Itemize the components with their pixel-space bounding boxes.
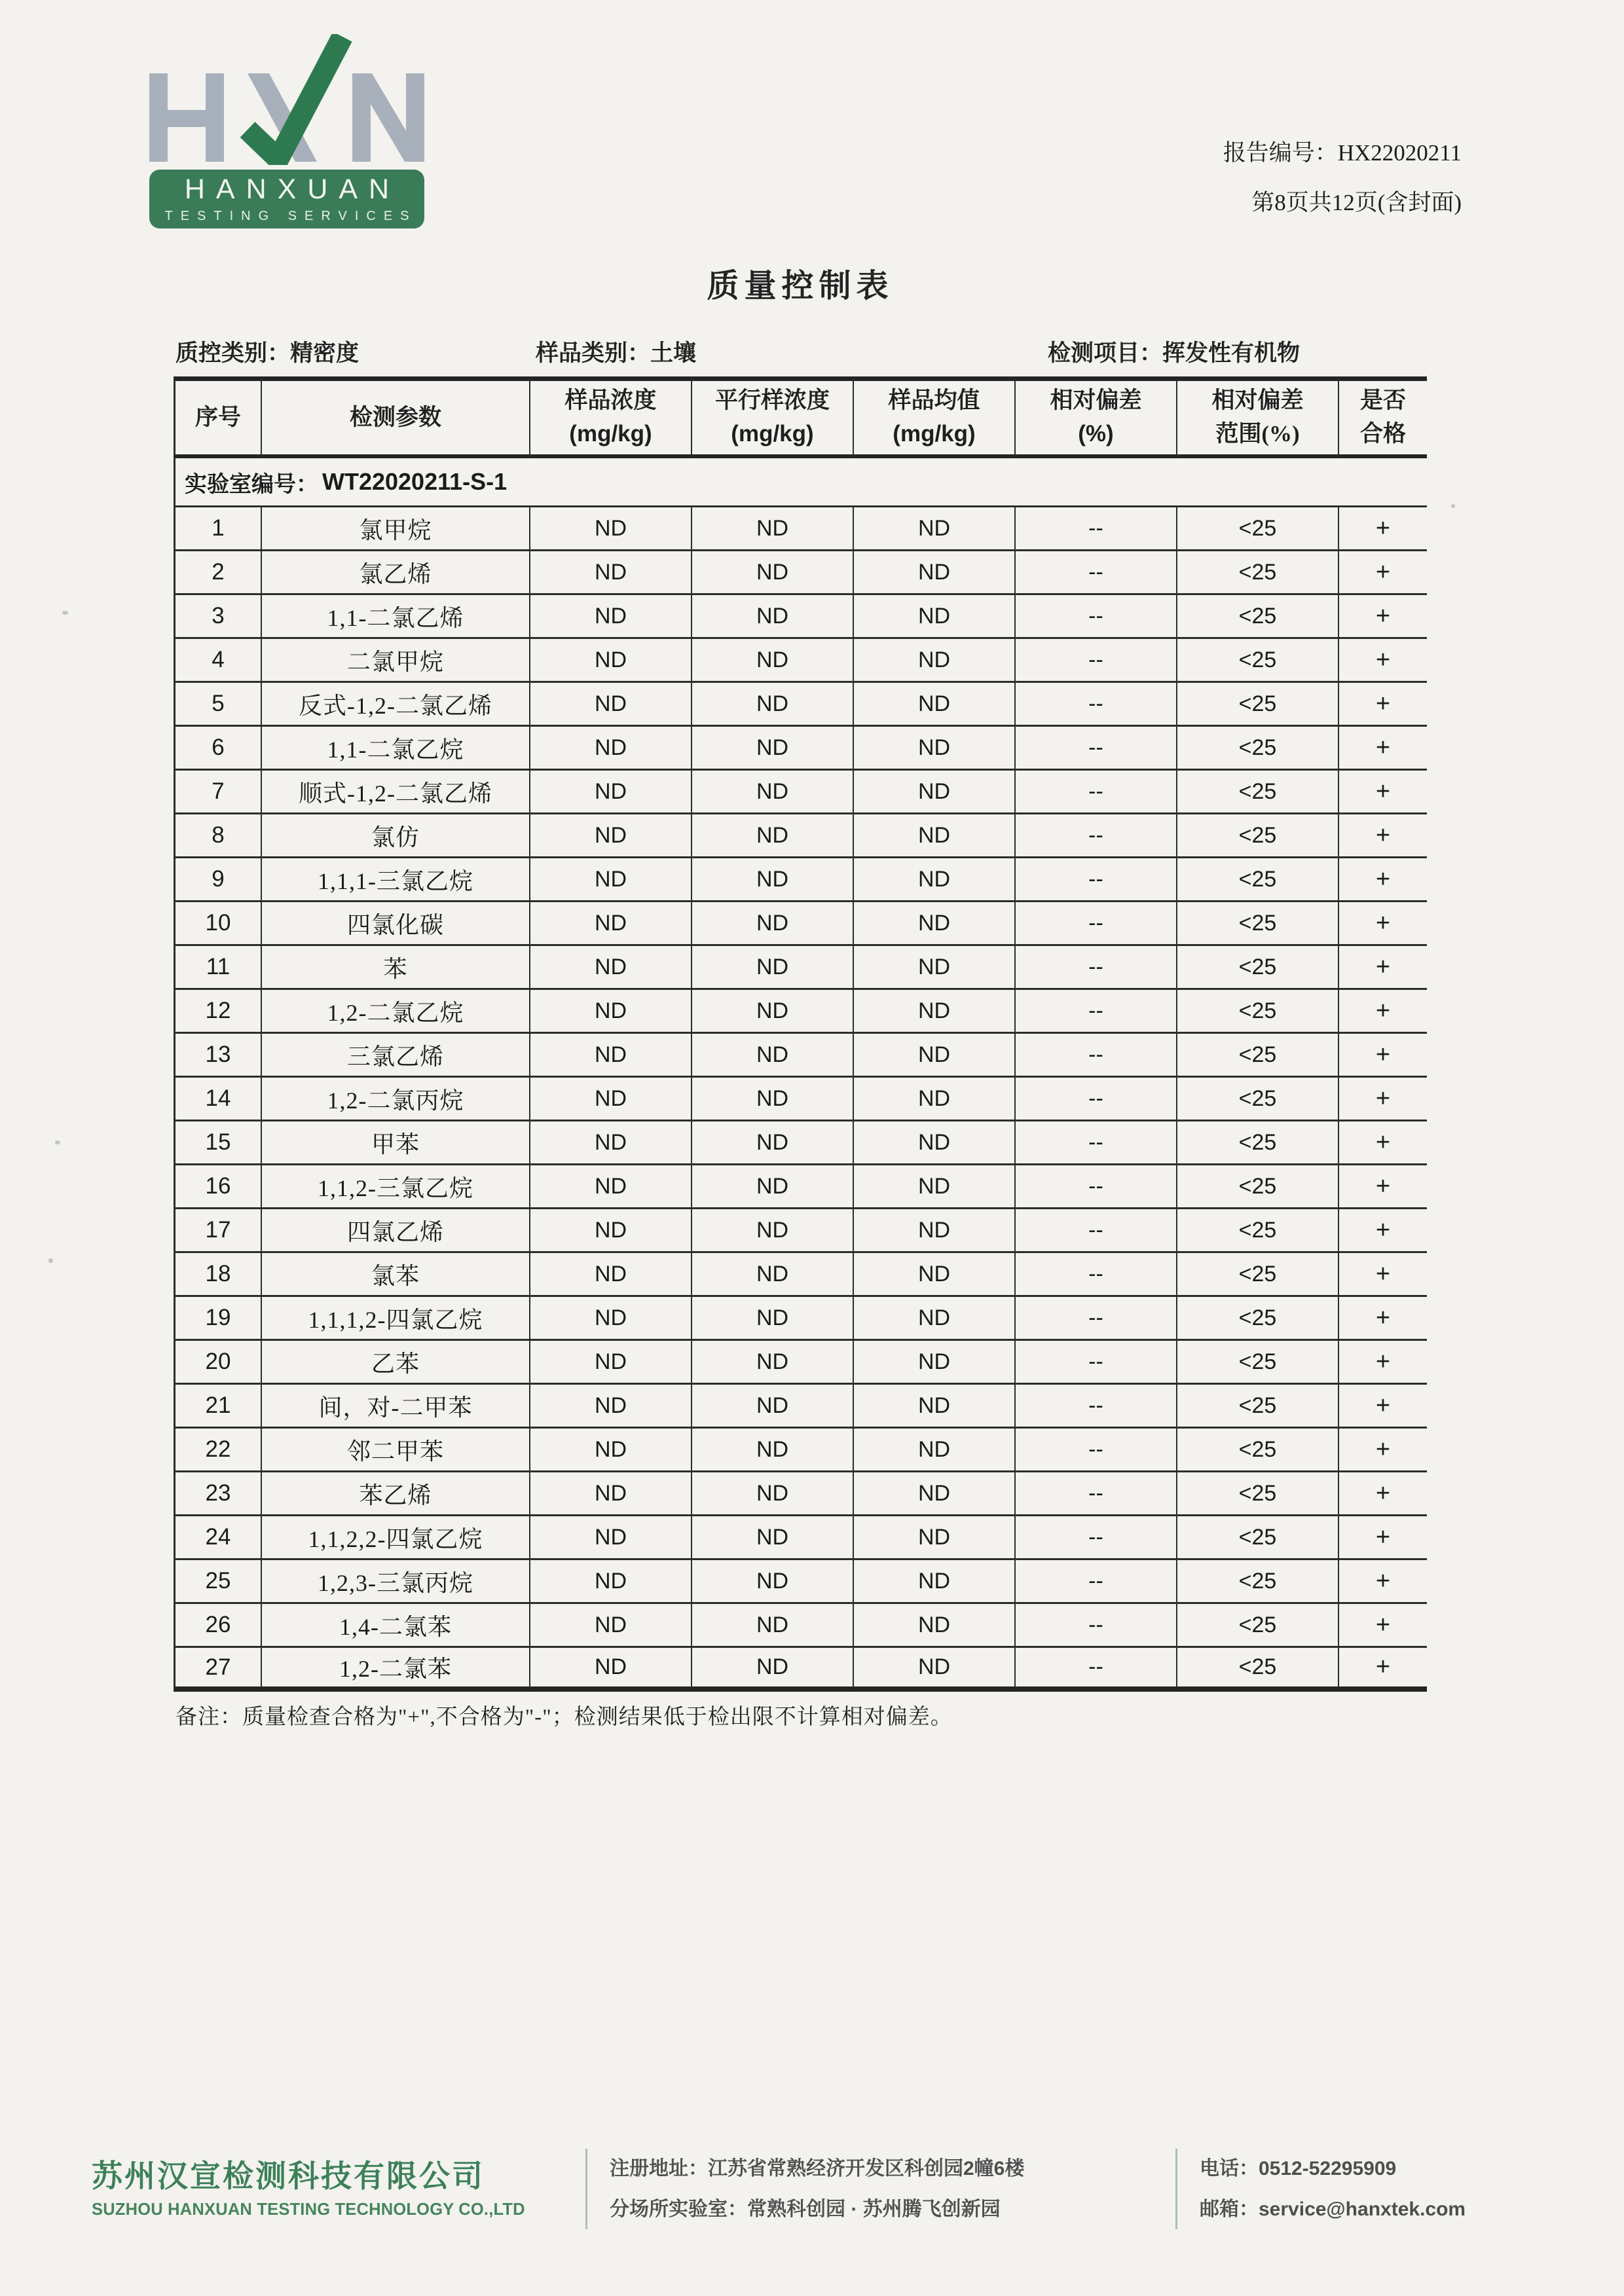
sample-mean: ND (854, 1560, 1016, 1604)
relative-deviation-range: <25 (1177, 814, 1339, 858)
row-index: 9 (174, 858, 262, 902)
row-index: 2 (174, 551, 262, 595)
sample-mean: ND (854, 814, 1016, 858)
relative-deviation: -- (1016, 902, 1177, 946)
sample-mean: ND (854, 1516, 1016, 1560)
sample-concentration: ND (530, 1429, 692, 1472)
relative-deviation: -- (1016, 727, 1177, 771)
sample-concentration: ND (530, 1385, 692, 1429)
col-header-pass: 是否 合格 (1339, 376, 1427, 458)
relative-deviation-range: <25 (1177, 1560, 1339, 1604)
pass-flag: + (1339, 1385, 1427, 1429)
footer-divider (1175, 2149, 1177, 2229)
relative-deviation-range: <25 (1177, 946, 1339, 990)
sample-mean: ND (854, 1209, 1016, 1253)
parallel-concentration: ND (692, 1516, 854, 1560)
pass-flag: + (1339, 1209, 1427, 1253)
relative-deviation: -- (1016, 771, 1177, 814)
relative-deviation-range: <25 (1177, 639, 1339, 683)
sample-mean: ND (854, 595, 1016, 639)
sample-concentration: ND (530, 1165, 692, 1209)
param-name: 1,1,2-三氯乙烷 (262, 1165, 530, 1209)
sample-mean: ND (854, 1078, 1016, 1121)
col-header-param: 检测参数 (262, 376, 530, 458)
row-index: 19 (174, 1297, 262, 1341)
pass-flag: + (1339, 1121, 1427, 1165)
relative-deviation-range: <25 (1177, 551, 1339, 595)
relative-deviation: -- (1016, 1034, 1177, 1078)
parallel-concentration: ND (692, 551, 854, 595)
pass-flag: + (1339, 1034, 1427, 1078)
sample-concentration: ND (530, 551, 692, 595)
sample-mean: ND (854, 1121, 1016, 1165)
relative-deviation: -- (1016, 683, 1177, 727)
param-name: 1,1,1-三氯乙烷 (262, 858, 530, 902)
row-index: 16 (174, 1165, 262, 1209)
param-name: 苯乙烯 (262, 1472, 530, 1516)
sample-concentration: ND (530, 902, 692, 946)
sample-mean: ND (854, 1297, 1016, 1341)
relative-deviation-range: <25 (1177, 1253, 1339, 1297)
scan-speck (62, 611, 68, 615)
pass-flag: + (1339, 990, 1427, 1034)
sample-concentration: ND (530, 1034, 692, 1078)
parallel-concentration: ND (692, 902, 854, 946)
pass-flag: + (1339, 814, 1427, 858)
parallel-concentration: ND (692, 1034, 854, 1078)
footer (92, 2149, 1581, 2229)
sample-mean: ND (854, 1604, 1016, 1648)
row-index: 17 (174, 1209, 262, 1253)
pass-flag: + (1339, 858, 1427, 902)
param-name: 氯乙烯 (262, 551, 530, 595)
sample-concentration: ND (530, 595, 692, 639)
relative-deviation-range: <25 (1177, 1604, 1339, 1648)
pass-flag: + (1339, 639, 1427, 683)
relative-deviation: -- (1016, 1078, 1177, 1121)
parallel-concentration: ND (692, 990, 854, 1034)
relative-deviation-range: <25 (1177, 1385, 1339, 1429)
relative-deviation-range: <25 (1177, 771, 1339, 814)
param-name: 二氯甲烷 (262, 639, 530, 683)
pass-flag: + (1339, 507, 1427, 551)
pass-flag: + (1339, 1297, 1427, 1341)
sample-concentration: ND (530, 1253, 692, 1297)
row-index: 5 (174, 683, 262, 727)
qc-table (174, 376, 1427, 1692)
parallel-concentration: ND (692, 946, 854, 990)
row-index: 4 (174, 639, 262, 683)
sample-category: 样品类别：土壤 (536, 340, 697, 366)
relative-deviation-range: <25 (1177, 1516, 1339, 1560)
sample-mean: ND (854, 639, 1016, 683)
sample-mean: ND (854, 1341, 1016, 1385)
pass-flag: + (1339, 1604, 1427, 1648)
relative-deviation: -- (1016, 1516, 1177, 1560)
relative-deviation: -- (1016, 1560, 1177, 1604)
relative-deviation: -- (1016, 1604, 1177, 1648)
hxn-logo-icon (149, 34, 424, 165)
param-name: 1,2-二氯乙烷 (262, 990, 530, 1034)
relative-deviation: -- (1016, 1472, 1177, 1516)
param-name: 1,1,1,2-四氯乙烷 (262, 1297, 530, 1341)
row-index: 8 (174, 814, 262, 858)
sample-concentration: ND (530, 771, 692, 814)
param-name: 邻二甲苯 (262, 1429, 530, 1472)
relative-deviation-range: <25 (1177, 1472, 1339, 1516)
param-name: 1,1,2,2-四氯乙烷 (262, 1516, 530, 1560)
logo-banner-name: HANXUAN (184, 173, 401, 205)
parallel-concentration: ND (692, 1253, 854, 1297)
sample-concentration: ND (530, 1648, 692, 1692)
sample-concentration: ND (530, 946, 692, 990)
parallel-concentration: ND (692, 1648, 854, 1692)
relative-deviation: -- (1016, 1648, 1177, 1692)
sample-mean: ND (854, 1253, 1016, 1297)
pass-flag: + (1339, 1472, 1427, 1516)
col-header-parallel-conc: 平行样浓度 (mg/kg) (692, 376, 854, 458)
test-item: 检测项目：挥发性有机物 (1048, 340, 1301, 366)
parallel-concentration: ND (692, 595, 854, 639)
sample-concentration: ND (530, 1341, 692, 1385)
sample-concentration: ND (530, 639, 692, 683)
parallel-concentration: ND (692, 1078, 854, 1121)
sample-mean: ND (854, 771, 1016, 814)
sample-mean: ND (854, 1385, 1016, 1429)
sample-concentration: ND (530, 1516, 692, 1560)
pass-flag: + (1339, 1078, 1427, 1121)
relative-deviation: -- (1016, 1253, 1177, 1297)
footer-contact-block (1200, 2149, 1466, 2229)
relative-deviation-range: <25 (1177, 902, 1339, 946)
relative-deviation: -- (1016, 1209, 1177, 1253)
row-index: 1 (174, 507, 262, 551)
scan-speck (1451, 504, 1455, 508)
pass-flag: + (1339, 1560, 1427, 1604)
param-name: 反式-1,2-二氯乙烯 (262, 683, 530, 727)
pass-flag: + (1339, 1165, 1427, 1209)
pass-flag: + (1339, 771, 1427, 814)
param-name: 氯甲烷 (262, 507, 530, 551)
row-index: 12 (174, 990, 262, 1034)
sample-mean: ND (854, 990, 1016, 1034)
relative-deviation: -- (1016, 595, 1177, 639)
hanxuan-logo (149, 34, 424, 228)
sample-mean: ND (854, 507, 1016, 551)
relative-deviation-range: <25 (1177, 1034, 1339, 1078)
param-name: 四氯化碳 (262, 902, 530, 946)
sample-mean: ND (854, 1034, 1016, 1078)
relative-deviation-range: <25 (1177, 595, 1339, 639)
email: 邮箱：service@hanxtek.com (1200, 2198, 1466, 2220)
parallel-concentration: ND (692, 858, 854, 902)
footer-company (92, 2159, 563, 2219)
relative-deviation: -- (1016, 1429, 1177, 1472)
relative-deviation: -- (1016, 1165, 1177, 1209)
scan-speck (55, 1140, 60, 1144)
parallel-concentration: ND (692, 1560, 854, 1604)
relative-deviation: -- (1016, 507, 1177, 551)
parallel-concentration: ND (692, 1385, 854, 1429)
pass-flag: + (1339, 1341, 1427, 1385)
param-name: 1,2-二氯丙烷 (262, 1078, 530, 1121)
parallel-concentration: ND (692, 507, 854, 551)
parallel-concentration: ND (692, 1429, 854, 1472)
relative-deviation-range: <25 (1177, 1121, 1339, 1165)
sample-concentration: ND (530, 1297, 692, 1341)
page-title: 质量控制表 (707, 268, 894, 304)
pass-flag: + (1339, 551, 1427, 595)
row-index: 26 (174, 1604, 262, 1648)
sample-concentration: ND (530, 1604, 692, 1648)
branch-lab: 分场所实验室：常熟科创园 · 苏州腾飞创新园 (610, 2198, 1001, 2220)
relative-deviation-range: <25 (1177, 683, 1339, 727)
relative-deviation-range: <25 (1177, 1209, 1339, 1253)
param-name: 1,1-二氯乙烷 (262, 727, 530, 771)
company-name-zh: 苏州汉宣检测科技有限公司 (92, 2158, 485, 2193)
footnote: 备注：质量检查合格为"+",不合格为"-"；检测结果低于检出限不计算相对偏差。 (175, 1705, 953, 1729)
page-indicator: 第8页共12页(含封面) (1251, 190, 1462, 215)
report-number: 报告编号：HX22020211 (1223, 140, 1462, 166)
row-index: 20 (174, 1341, 262, 1385)
row-index: 14 (174, 1078, 262, 1121)
param-name: 1,2-二氯苯 (262, 1648, 530, 1692)
sample-mean: ND (854, 1648, 1016, 1692)
parallel-concentration: ND (692, 683, 854, 727)
row-index: 7 (174, 771, 262, 814)
relative-deviation: -- (1016, 946, 1177, 990)
relative-deviation: -- (1016, 1297, 1177, 1341)
parallel-concentration: ND (692, 1209, 854, 1253)
logo-banner (149, 170, 424, 228)
row-index: 27 (174, 1648, 262, 1692)
sample-mean: ND (854, 1165, 1016, 1209)
row-index: 3 (174, 595, 262, 639)
sample-mean: ND (854, 1429, 1016, 1472)
relative-deviation: -- (1016, 1341, 1177, 1385)
param-name: 1,4-二氯苯 (262, 1604, 530, 1648)
sample-mean: ND (854, 902, 1016, 946)
param-name: 氯苯 (262, 1253, 530, 1297)
col-header-no: 序号 (174, 376, 262, 458)
pass-flag: + (1339, 902, 1427, 946)
pass-flag: + (1339, 1253, 1427, 1297)
row-index: 24 (174, 1516, 262, 1560)
relative-deviation-range: <25 (1177, 507, 1339, 551)
param-name: 氯仿 (262, 814, 530, 858)
relative-deviation: -- (1016, 1121, 1177, 1165)
param-name: 顺式-1,2-二氯乙烯 (262, 771, 530, 814)
pass-flag: + (1339, 1429, 1427, 1472)
row-index: 6 (174, 727, 262, 771)
parallel-concentration: ND (692, 727, 854, 771)
registered-address: 注册地址：江苏省常熟经济开发区科创园2幢6楼 (610, 2158, 1025, 2179)
sample-mean: ND (854, 683, 1016, 727)
row-index: 10 (174, 902, 262, 946)
pass-flag: + (1339, 595, 1427, 639)
relative-deviation: -- (1016, 551, 1177, 595)
sample-concentration: ND (530, 990, 692, 1034)
parallel-concentration: ND (692, 1472, 854, 1516)
lab-number-value: WT22020211-S-1 (322, 468, 507, 495)
relative-deviation: -- (1016, 639, 1177, 683)
scan-speck (48, 1258, 53, 1263)
qc-category: 质控类别：精密度 (175, 340, 360, 366)
parallel-concentration: ND (692, 1604, 854, 1648)
phone: 电话：0512-52295909 (1200, 2158, 1397, 2179)
param-name: 1,2,3-三氯丙烷 (262, 1560, 530, 1604)
col-header-sample-conc: 样品浓度 (mg/kg) (530, 376, 692, 458)
relative-deviation-range: <25 (1177, 1297, 1339, 1341)
pass-flag: + (1339, 946, 1427, 990)
pass-flag: + (1339, 1648, 1427, 1692)
footer-address-block (610, 2149, 1153, 2229)
relative-deviation: -- (1016, 814, 1177, 858)
relative-deviation: -- (1016, 1385, 1177, 1429)
param-name: 四氯乙烯 (262, 1209, 530, 1253)
pass-flag: + (1339, 683, 1427, 727)
sample-concentration: ND (530, 858, 692, 902)
sample-concentration: ND (530, 683, 692, 727)
parallel-concentration: ND (692, 814, 854, 858)
param-name: 甲苯 (262, 1121, 530, 1165)
param-name: 乙苯 (262, 1341, 530, 1385)
parallel-concentration: ND (692, 1165, 854, 1209)
row-index: 13 (174, 1034, 262, 1078)
relative-deviation-range: <25 (1177, 1341, 1339, 1385)
sample-mean: ND (854, 727, 1016, 771)
row-index: 18 (174, 1253, 262, 1297)
pass-flag: + (1339, 1516, 1427, 1560)
parallel-concentration: ND (692, 771, 854, 814)
row-index: 11 (174, 946, 262, 990)
relative-deviation-range: <25 (1177, 1165, 1339, 1209)
lab-number-label: 实验室编号： (185, 472, 318, 497)
sample-concentration: ND (530, 814, 692, 858)
report-info (1223, 128, 1462, 228)
col-header-rel-dev: 相对偏差 (%) (1016, 376, 1177, 458)
relative-deviation-range: <25 (1177, 858, 1339, 902)
sample-concentration: ND (530, 507, 692, 551)
lab-number-cell (174, 458, 1427, 507)
col-header-mean: 样品均值 (mg/kg) (854, 376, 1016, 458)
col-header-rel-dev-range: 相对偏差 范围(%) (1177, 376, 1339, 458)
param-name: 苯 (262, 946, 530, 990)
sample-mean: ND (854, 551, 1016, 595)
row-index: 23 (174, 1472, 262, 1516)
sample-concentration: ND (530, 727, 692, 771)
sample-mean: ND (854, 858, 1016, 902)
row-index: 21 (174, 1385, 262, 1429)
relative-deviation-range: <25 (1177, 990, 1339, 1034)
row-index: 25 (174, 1560, 262, 1604)
parallel-concentration: ND (692, 1121, 854, 1165)
sample-concentration: ND (530, 1209, 692, 1253)
parallel-concentration: ND (692, 1341, 854, 1385)
relative-deviation-range: <25 (1177, 1429, 1339, 1472)
relative-deviation: -- (1016, 858, 1177, 902)
sample-concentration: ND (530, 1121, 692, 1165)
sample-concentration: ND (530, 1472, 692, 1516)
row-index: 22 (174, 1429, 262, 1472)
row-index: 15 (174, 1121, 262, 1165)
relative-deviation-range: <25 (1177, 1648, 1339, 1692)
pass-flag: + (1339, 727, 1427, 771)
sample-mean: ND (854, 946, 1016, 990)
footer-divider (585, 2149, 587, 2229)
sample-concentration: ND (530, 1078, 692, 1121)
param-name: 三氯乙烯 (262, 1034, 530, 1078)
sample-concentration: ND (530, 1560, 692, 1604)
relative-deviation-range: <25 (1177, 1078, 1339, 1121)
company-name-en: SUZHOU HANXUAN TESTING TECHNOLOGY CO.,LTD (92, 2200, 525, 2219)
relative-deviation: -- (1016, 990, 1177, 1034)
param-name: 1,1-二氯乙烯 (262, 595, 530, 639)
parallel-concentration: ND (692, 1297, 854, 1341)
logo-banner-tagline: TESTING SERVICES (164, 209, 417, 223)
parallel-concentration: ND (692, 639, 854, 683)
param-name: 间，对-二甲苯 (262, 1385, 530, 1429)
relative-deviation-range: <25 (1177, 727, 1339, 771)
sample-mean: ND (854, 1472, 1016, 1516)
